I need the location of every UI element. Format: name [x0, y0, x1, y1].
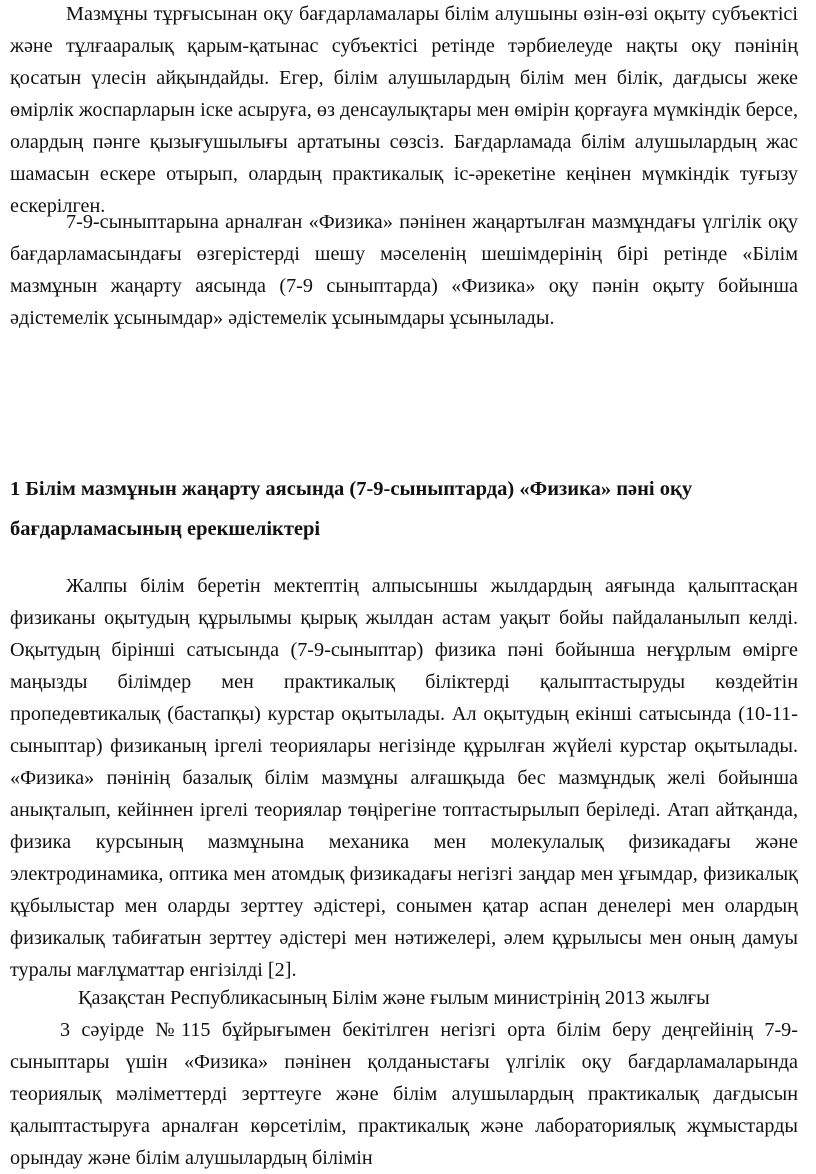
paragraph-intro: Мазмұны тұрғысынан оқу бағдарламалары білім алушыны өзін-өзі оқыту субъектісі және тұлғааралық қарым-қатынас субъектісі ретінде тәрбиелеуде нақты оқу пәнінің қосатын үлесін айқындайды. Егер, білім алушылардың білім мен білік, дағдысы жеке өмірлік жоспарларын іске асыруға, өз денсаулықтары мен өмірін қорғауға мүмкіндік берсе, олардың пәнге қызығушылығы артатыны сөзсіз. Бағдарламада білім алушылардың жас шамасын ескере отырып, олардың практикалық іс-әрекетіне кеңінен мүмкіндік туғызу ескерілген. — [10, 3, 798, 217]
section-heading: 1 Білім мазмұнын жаңарту аясында (7-9-сыныптарда) «Физика» пәні оқу бағдарламасының ерекшеліктері — [10, 478, 693, 540]
paragraph-ministry: Қазақстан Республикасының Білім және ғылым министрінің 2013 жылғы — [78, 987, 710, 1009]
paragraph-order: 3 сәуірде №115 бұйрығымен бекітілген негізгі орта білім беру деңгейінің 7-9-сыныптары үшін «Физика» пәнінен қолданыстағы үлгілік оқу бағдарламаларында теориялық мәліметтерді зерттеуге және білім алушылардың практикалық дағдысын қалыптастыруға арналған көрсетілім, практикалық және лабораториялық жұмыстарды орындау және білім алушылардың білімін — [10, 1019, 798, 1169]
paragraph-recommendations: 7-9-сыныптарына арналған «Физика» пәнінен жаңартылған мазмұндағы үлгілік оқу бағдарламасындағы өзгерістерді шешу мәселенің шешімдерінің бірі ретінде «Білім мазмұнын жаңарту аясында (7-9 сыныптарда) «Физика» оқу пәнін оқыту бойынша әдістемелік ұсынымдар» әдістемелік ұсынымдары ұсынылады. — [10, 211, 798, 329]
paragraph-physics-structure: Жалпы білім беретін мектептің алпысыншы жылдардың аяғында қалыптасқан физиканы оқытудың құрылымы қырық жылдан астам уақыт бойы пайдаланылып келді. Оқытудың бірінші сатысында (7-9-сыныптар) физика пәні бойынша неғұрлым өмірге маңызды білімдер мен практикалық біліктерді қалыптастыруды көздейтін пропедевтикалық (бастапқы) курстар оқытылады. Ал оқытудың екінші сатысында (10-11-сыныптар) физиканың іргелі теориялары негізінде құрылған жүйелі курстар оқытылады. «Физика» пәнінің базалық білім мазмұны алғашқыда бес мазмұндық желі бойынша анықталып, кейіннен іргелі теориялар төңірегіне топтастырылып беріледі. Атап айтқанда, физика курсының мазмұнына механика мен молекулалық физикадағы және электродинамика, оптика мен атомдық физикадағы негізгі заңдар мен ұғымдар, физикалық құбылыстар мен оларды зерттеу әдістері, сонымен қатар аспан денелері мен олардың физикалық табиғатын зерттеу әдістері мен нәтижелері, әлем құрылысы мен оның дамуы туралы мағлұматтар енгізілді [2]. — [10, 575, 798, 981]
